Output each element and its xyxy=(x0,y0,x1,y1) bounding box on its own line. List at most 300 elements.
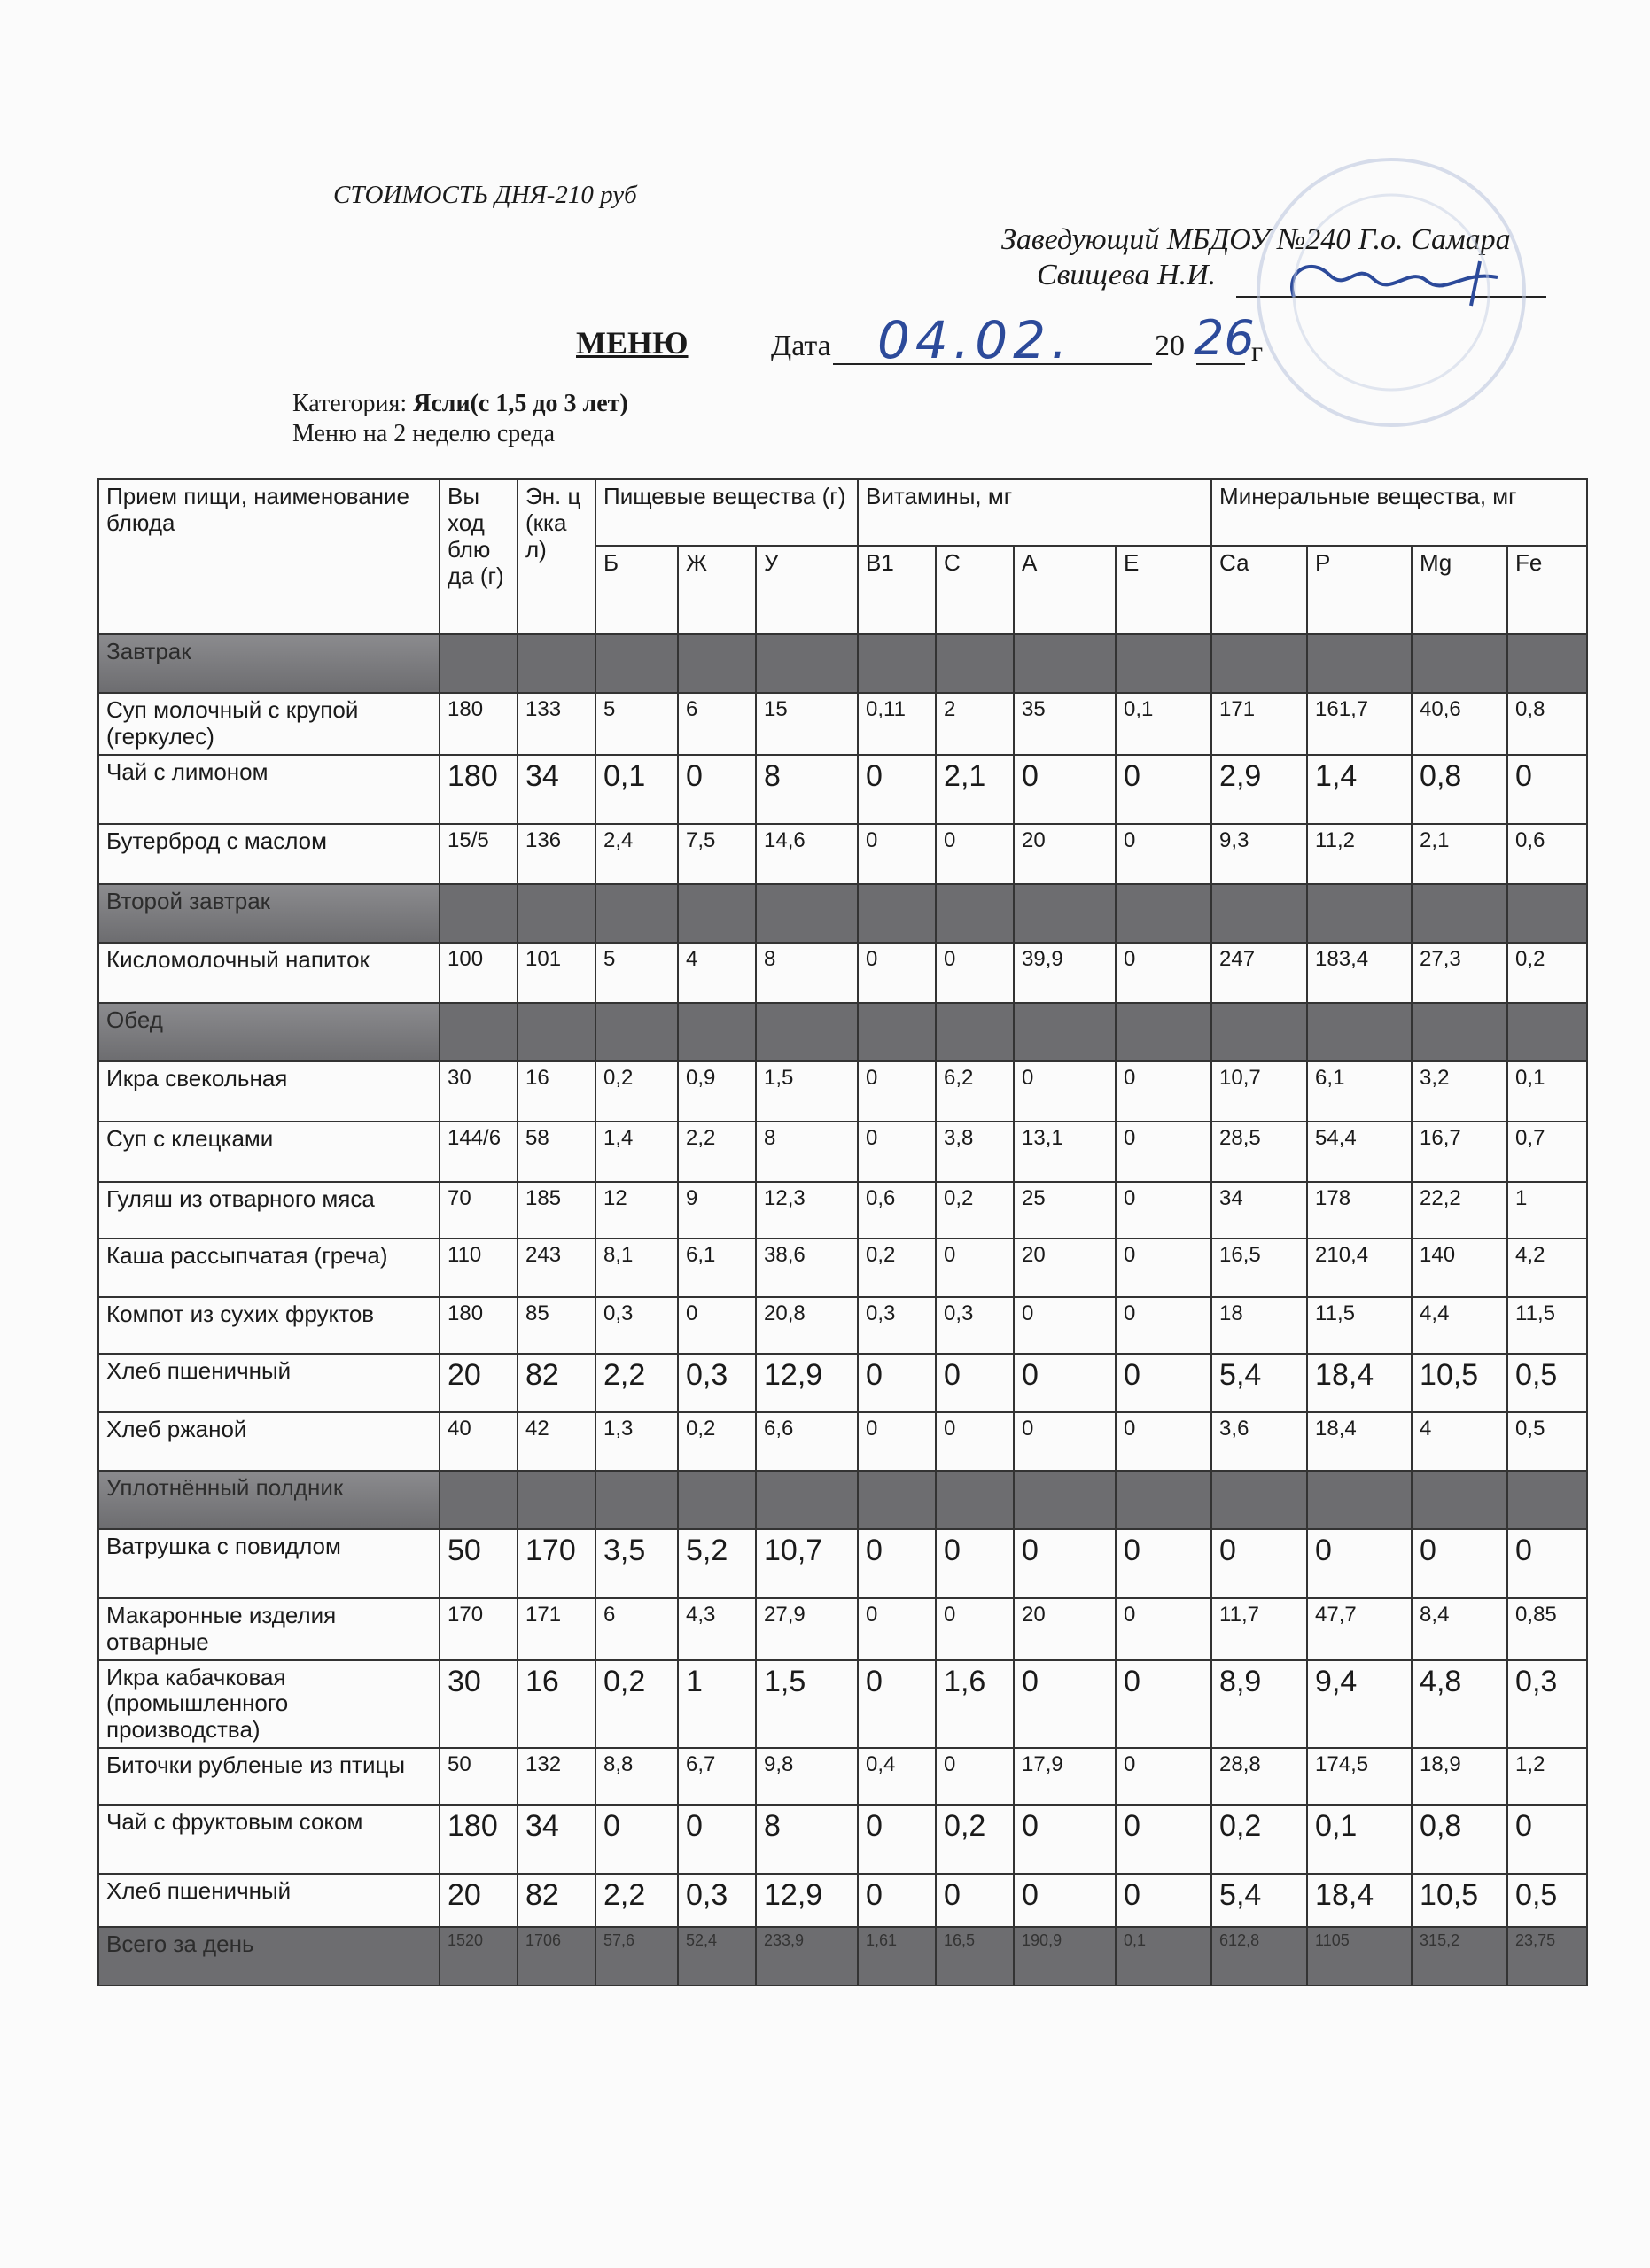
total-cell: 612,8 xyxy=(1211,1927,1307,1985)
total-cell: 16,5 xyxy=(936,1927,1014,1985)
table-cell: 15 xyxy=(756,693,858,755)
table-cell: 2,2 xyxy=(595,1874,678,1927)
table-cell: 3,6 xyxy=(1211,1412,1307,1471)
day-cost: СТОИМОСТЬ ДНЯ-210 руб xyxy=(333,181,637,209)
table-cell: 20,8 xyxy=(756,1297,858,1354)
table-cell: 180 xyxy=(440,1297,518,1354)
table-cell: 3,2 xyxy=(1412,1061,1507,1122)
table-cell: 0,1 xyxy=(1116,693,1211,755)
table-cell: 8,4 xyxy=(1412,1598,1507,1660)
section-cell xyxy=(936,884,1014,943)
table-cell: 30 xyxy=(440,1660,518,1749)
section-cell xyxy=(518,884,595,943)
table-cell: 20 xyxy=(1014,1239,1116,1297)
table-row xyxy=(98,1354,1587,1412)
total-cell: 23,75 xyxy=(1507,1927,1587,1985)
section-cell xyxy=(1014,884,1116,943)
col-minerals: Минеральные вещества, мг xyxy=(1211,479,1587,546)
table-cell: 0 xyxy=(936,1598,1014,1660)
table-cell: 2 xyxy=(936,693,1014,755)
section-cell xyxy=(1014,634,1116,693)
section-cell xyxy=(595,884,678,943)
table-cell: 0,7 xyxy=(1507,1122,1587,1182)
table-cell: 0 xyxy=(1014,1529,1116,1598)
table-cell: 12 xyxy=(595,1182,678,1239)
section-cell xyxy=(936,1003,1014,1061)
table-cell: 0,1 xyxy=(1507,1061,1587,1122)
col-fat: Ж xyxy=(678,546,756,634)
table-row xyxy=(98,1182,1587,1239)
table-cell: 0 xyxy=(1116,1297,1211,1354)
table-cell: 0,2 xyxy=(595,1061,678,1122)
total-cell: 190,9 xyxy=(1014,1927,1116,1985)
table-cell: 27,3 xyxy=(1412,943,1507,1003)
table-cell: 0 xyxy=(1014,1805,1116,1874)
table-cell: 171 xyxy=(518,1598,595,1660)
table-cell: 1 xyxy=(678,1660,756,1749)
table-cell: 11,2 xyxy=(1307,824,1412,884)
total-cell: 315,2 xyxy=(1412,1927,1507,1985)
table-cell: 0 xyxy=(1211,1529,1307,1598)
table-cell: 6 xyxy=(678,693,756,755)
table-cell: 12,9 xyxy=(756,1354,858,1412)
dish-name: Чай с лимоном xyxy=(98,755,440,824)
section-row xyxy=(98,884,1587,943)
table-cell: 11,5 xyxy=(1507,1297,1587,1354)
dish-name: Ватрушка с повидлом xyxy=(98,1529,440,1598)
section-cell xyxy=(1211,634,1307,693)
table-cell: 10,7 xyxy=(1211,1061,1307,1122)
category-value: Ясли(с 1,5 до 3 лет) xyxy=(413,390,628,417)
table-cell: 0 xyxy=(858,1598,936,1660)
table-cell: 9,4 xyxy=(1307,1660,1412,1749)
table-cell: 18,4 xyxy=(1307,1874,1412,1927)
section-cell xyxy=(1116,884,1211,943)
table-cell: 1,6 xyxy=(936,1660,1014,1749)
table-cell: 9 xyxy=(678,1182,756,1239)
table-cell: 34 xyxy=(518,755,595,824)
section-cell xyxy=(440,1471,518,1529)
table-cell: 5,4 xyxy=(1211,1354,1307,1412)
table-row xyxy=(98,1748,1587,1805)
section-title: Обед xyxy=(98,1003,440,1061)
section-cell xyxy=(756,1471,858,1529)
col-e: Е xyxy=(1116,546,1211,634)
date-label: Дата xyxy=(771,330,831,362)
section-cell xyxy=(1412,884,1507,943)
table-cell: 0 xyxy=(1116,1354,1211,1412)
table-cell: 27,9 xyxy=(756,1598,858,1660)
table-cell: 0,2 xyxy=(595,1660,678,1749)
table-cell: 10,7 xyxy=(756,1529,858,1598)
table-cell: 11,5 xyxy=(1307,1297,1412,1354)
dish-name: Хлеб пшеничный xyxy=(98,1354,440,1412)
dish-name: Гуляш из отварного мяса xyxy=(98,1182,440,1239)
table-cell: 12,9 xyxy=(756,1874,858,1927)
table-cell: 140 xyxy=(1412,1239,1507,1297)
table-cell: 2,1 xyxy=(936,755,1014,824)
table-cell: 0 xyxy=(1014,1874,1116,1927)
table-cell: 8 xyxy=(756,943,858,1003)
section-title: Второй завтрак xyxy=(98,884,440,943)
dish-name: Хлеб пшеничный xyxy=(98,1874,440,1927)
total-row xyxy=(98,1927,1587,1985)
table-cell: 0,3 xyxy=(678,1354,756,1412)
col-energy: Эн. ц (кка л) xyxy=(518,479,595,634)
table-cell: 0 xyxy=(1116,824,1211,884)
table-cell: 10,5 xyxy=(1412,1874,1507,1927)
table-cell: 20 xyxy=(440,1354,518,1412)
section-cell xyxy=(858,1003,936,1061)
table-cell: 8,1 xyxy=(595,1239,678,1297)
section-cell xyxy=(678,884,756,943)
table-cell: 0,1 xyxy=(595,755,678,824)
table-cell: 2,9 xyxy=(1211,755,1307,824)
table-row xyxy=(98,755,1587,824)
table-cell: 1,4 xyxy=(595,1122,678,1182)
table-cell: 0 xyxy=(1116,1182,1211,1239)
table-cell: 0,8 xyxy=(1412,1805,1507,1874)
table-cell: 50 xyxy=(440,1529,518,1598)
col-fe: Fe xyxy=(1507,546,1587,634)
table-cell: 0 xyxy=(1116,1748,1211,1805)
table-cell: 34 xyxy=(1211,1182,1307,1239)
table-cell: 5,2 xyxy=(678,1529,756,1598)
table-row xyxy=(98,943,1587,1003)
table-cell: 25 xyxy=(1014,1182,1116,1239)
table-cell: 0 xyxy=(936,1874,1014,1927)
table-cell: 110 xyxy=(440,1239,518,1297)
table-cell: 0 xyxy=(1116,1598,1211,1660)
director-title: Заведующий МБДОУ №240 Г.о. Самара xyxy=(1001,223,1511,256)
table-row xyxy=(98,1239,1587,1297)
table-cell: 4,3 xyxy=(678,1598,756,1660)
table-cell: 0,2 xyxy=(678,1412,756,1471)
section-cell xyxy=(678,634,756,693)
table-row xyxy=(98,1598,1587,1660)
table-cell: 6,7 xyxy=(678,1748,756,1805)
section-cell xyxy=(678,1003,756,1061)
table-cell: 0,5 xyxy=(1507,1412,1587,1471)
table-cell: 180 xyxy=(440,755,518,824)
table-cell: 0 xyxy=(1014,755,1116,824)
table-cell: 0 xyxy=(936,824,1014,884)
section-cell xyxy=(858,884,936,943)
table-cell: 0 xyxy=(1116,1660,1211,1749)
col-b1: В1 xyxy=(858,546,936,634)
section-title: Завтрак xyxy=(98,634,440,693)
table-cell: 0 xyxy=(858,1061,936,1122)
table-cell: 0 xyxy=(1116,1805,1211,1874)
dish-name: Бутерброд с маслом xyxy=(98,824,440,884)
table-cell: 0,3 xyxy=(678,1874,756,1927)
col-protein: Б xyxy=(595,546,678,634)
table-cell: 10,5 xyxy=(1412,1354,1507,1412)
table-cell: 0,1 xyxy=(1307,1805,1412,1874)
table-cell: 0 xyxy=(858,1660,936,1749)
table-cell: 2,2 xyxy=(595,1354,678,1412)
table-row xyxy=(98,1122,1587,1182)
table-row xyxy=(98,1660,1587,1749)
section-cell xyxy=(595,1003,678,1061)
table-cell: 16,5 xyxy=(1211,1239,1307,1297)
year-prefix: 20 xyxy=(1155,330,1185,362)
section-cell xyxy=(1307,1471,1412,1529)
section-row xyxy=(98,634,1587,693)
table-cell: 161,7 xyxy=(1307,693,1412,755)
section-cell xyxy=(1307,884,1412,943)
table-cell: 180 xyxy=(440,693,518,755)
table-cell: 9,3 xyxy=(1211,824,1307,884)
total-cell: 1520 xyxy=(440,1927,518,1985)
col-vitamins: Витамины, мг xyxy=(858,479,1211,546)
section-cell xyxy=(756,884,858,943)
col-carbs: У xyxy=(756,546,858,634)
table-cell: 40 xyxy=(440,1412,518,1471)
section-cell xyxy=(1412,1471,1507,1529)
table-cell: 1,5 xyxy=(756,1061,858,1122)
section-cell xyxy=(518,1003,595,1061)
section-cell xyxy=(1211,1003,1307,1061)
table-row xyxy=(98,1061,1587,1122)
section-cell xyxy=(595,1471,678,1529)
table-cell: 0 xyxy=(1116,1061,1211,1122)
table-cell: 0 xyxy=(858,1412,936,1471)
section-cell xyxy=(440,634,518,693)
total-cell: 52,4 xyxy=(678,1927,756,1985)
table-cell: 18 xyxy=(1211,1297,1307,1354)
table-cell: 82 xyxy=(518,1874,595,1927)
col-a: А xyxy=(1014,546,1116,634)
col-c: С xyxy=(936,546,1014,634)
table-cell: 0 xyxy=(595,1805,678,1874)
table-cell: 0,8 xyxy=(1507,693,1587,755)
year-suffix: г xyxy=(1251,335,1264,367)
table-cell: 0 xyxy=(1014,1297,1116,1354)
table-cell: 4 xyxy=(678,943,756,1003)
table-cell: 34 xyxy=(518,1805,595,1874)
table-cell: 170 xyxy=(440,1598,518,1660)
section-row xyxy=(98,1003,1587,1061)
col-p: Р xyxy=(1307,546,1412,634)
table-cell: 0 xyxy=(936,1529,1014,1598)
table-cell: 8 xyxy=(756,1805,858,1874)
table-cell: 0 xyxy=(1014,1412,1116,1471)
table-cell: 0 xyxy=(936,943,1014,1003)
total-label: Всего за день xyxy=(98,1927,440,1985)
section-cell xyxy=(1307,1003,1412,1061)
dish-name: Суп с клецками xyxy=(98,1122,440,1182)
table-cell: 4,2 xyxy=(1507,1239,1587,1297)
table-cell: 0 xyxy=(858,1122,936,1182)
table-cell: 3,5 xyxy=(595,1529,678,1598)
dish-name: Каша рассыпчатая (греча) xyxy=(98,1239,440,1297)
table-cell: 70 xyxy=(440,1182,518,1239)
section-cell xyxy=(1211,1471,1307,1529)
table-cell: 133 xyxy=(518,693,595,755)
table-cell: 40,6 xyxy=(1412,693,1507,755)
table-cell: 6,1 xyxy=(678,1239,756,1297)
category-label: Категория: xyxy=(292,390,408,417)
table-cell: 30 xyxy=(440,1061,518,1122)
table-cell: 7,5 xyxy=(678,824,756,884)
table-cell: 170 xyxy=(518,1529,595,1598)
col-mg: Mg xyxy=(1412,546,1507,634)
table-cell: 28,8 xyxy=(1211,1748,1307,1805)
table-cell: 82 xyxy=(518,1354,595,1412)
table-cell: 14,6 xyxy=(756,824,858,884)
handwritten-date: 04.02. xyxy=(877,310,1073,370)
table-cell: 1,4 xyxy=(1307,755,1412,824)
section-cell xyxy=(1412,1003,1507,1061)
table-cell: 54,4 xyxy=(1307,1122,1412,1182)
table-cell: 174,5 xyxy=(1307,1748,1412,1805)
table-cell: 0 xyxy=(936,1239,1014,1297)
total-cell: 1706 xyxy=(518,1927,595,1985)
table-cell: 0,3 xyxy=(858,1297,936,1354)
table-cell: 28,5 xyxy=(1211,1122,1307,1182)
table-cell: 47,7 xyxy=(1307,1598,1412,1660)
table-cell: 0,2 xyxy=(936,1182,1014,1239)
total-cell: 0,1 xyxy=(1116,1927,1211,1985)
table-cell: 0,11 xyxy=(858,693,936,755)
table-cell: 178 xyxy=(1307,1182,1412,1239)
table-cell: 8,9 xyxy=(1211,1660,1307,1749)
table-cell: 0 xyxy=(858,1529,936,1598)
table-cell: 0 xyxy=(1307,1529,1412,1598)
table-cell: 144/6 xyxy=(440,1122,518,1182)
table-row xyxy=(98,824,1587,884)
section-cell xyxy=(518,634,595,693)
section-cell xyxy=(1116,1471,1211,1529)
table-cell: 100 xyxy=(440,943,518,1003)
table-cell: 0 xyxy=(1116,755,1211,824)
table-cell: 0 xyxy=(1412,1529,1507,1598)
dish-name: Чай с фруктовым соком xyxy=(98,1805,440,1874)
table-cell: 0,3 xyxy=(936,1297,1014,1354)
table-cell: 18,9 xyxy=(1412,1748,1507,1805)
table-cell: 0 xyxy=(1116,1239,1211,1297)
table-cell: 11,7 xyxy=(1211,1598,1307,1660)
table-cell: 247 xyxy=(1211,943,1307,1003)
section-cell xyxy=(1211,884,1307,943)
table-cell: 5 xyxy=(595,943,678,1003)
table-cell: 18,4 xyxy=(1307,1354,1412,1412)
table-cell: 0 xyxy=(1116,1874,1211,1927)
table-cell: 42 xyxy=(518,1412,595,1471)
table-cell: 0 xyxy=(858,755,936,824)
table-cell: 50 xyxy=(440,1748,518,1805)
table-cell: 6 xyxy=(595,1598,678,1660)
table-cell: 0 xyxy=(1507,1805,1587,1874)
table-cell: 0,9 xyxy=(678,1061,756,1122)
table-cell: 8 xyxy=(756,1122,858,1182)
table-cell: 0,5 xyxy=(1507,1874,1587,1927)
menu-table-body xyxy=(98,634,1587,1985)
table-cell: 132 xyxy=(518,1748,595,1805)
dish-name: Макаронные изделия отварные xyxy=(98,1598,440,1660)
table-cell: 20 xyxy=(1014,824,1116,884)
table-cell: 0 xyxy=(1014,1354,1116,1412)
section-row xyxy=(98,1471,1587,1529)
table-cell: 243 xyxy=(518,1239,595,1297)
total-cell: 57,6 xyxy=(595,1927,678,1985)
table-cell: 101 xyxy=(518,943,595,1003)
section-cell xyxy=(1014,1471,1116,1529)
section-cell xyxy=(936,1471,1014,1529)
table-cell: 0 xyxy=(858,1874,936,1927)
table-cell: 0 xyxy=(858,943,936,1003)
table-cell: 0 xyxy=(1116,1529,1211,1598)
table-cell: 20 xyxy=(440,1874,518,1927)
table-cell: 6,6 xyxy=(756,1412,858,1471)
section-cell xyxy=(858,1471,936,1529)
section-cell xyxy=(1014,1003,1116,1061)
dish-name: Икра свекольная xyxy=(98,1061,440,1122)
table-cell: 2,2 xyxy=(678,1122,756,1182)
dish-name: Кисломолочный напиток xyxy=(98,943,440,1003)
table-cell: 0,85 xyxy=(1507,1598,1587,1660)
table-cell: 0,2 xyxy=(1507,943,1587,1003)
category xyxy=(292,390,628,418)
table-cell: 2,4 xyxy=(595,824,678,884)
table-row xyxy=(98,1805,1587,1874)
table-row xyxy=(98,1412,1587,1471)
table-cell: 9,8 xyxy=(756,1748,858,1805)
table-cell: 183,4 xyxy=(1307,943,1412,1003)
table-cell: 0 xyxy=(1507,1529,1587,1598)
director-name: Свищева Н.И. xyxy=(1037,259,1217,291)
col-nutrients: Пищевые вещества (г) xyxy=(595,479,858,546)
section-cell xyxy=(1507,634,1587,693)
table-cell: 12,3 xyxy=(756,1182,858,1239)
section-cell xyxy=(678,1471,756,1529)
table-cell: 0 xyxy=(936,1748,1014,1805)
table-cell: 6,2 xyxy=(936,1061,1014,1122)
table-cell: 1,2 xyxy=(1507,1748,1587,1805)
table-cell: 1,3 xyxy=(595,1412,678,1471)
table-cell: 0,2 xyxy=(1211,1805,1307,1874)
section-cell xyxy=(1116,1003,1211,1061)
menu-table xyxy=(97,478,1588,1986)
section-cell xyxy=(1307,634,1412,693)
dish-name: Икра кабачковая (промышленного производства) xyxy=(98,1660,440,1749)
section-cell xyxy=(440,884,518,943)
handwritten-year: 26 xyxy=(1194,310,1255,366)
section-title: Уплотнённый полдник xyxy=(98,1471,440,1529)
section-cell xyxy=(936,634,1014,693)
table-cell: 0,2 xyxy=(858,1239,936,1297)
col-yield: Вы ход блю да (г) xyxy=(440,479,518,634)
section-cell xyxy=(440,1003,518,1061)
table-cell: 8,8 xyxy=(595,1748,678,1805)
table-cell: 0 xyxy=(858,824,936,884)
table-cell: 0,4 xyxy=(858,1748,936,1805)
table-cell: 5 xyxy=(595,693,678,755)
table-cell: 20 xyxy=(1014,1598,1116,1660)
total-cell: 1105 xyxy=(1307,1927,1412,1985)
table-row xyxy=(98,1874,1587,1927)
table-cell: 0 xyxy=(1116,943,1211,1003)
week-label: Меню на 2 неделю среда xyxy=(292,420,556,447)
table-cell: 0 xyxy=(1116,1412,1211,1471)
table-cell: 1 xyxy=(1507,1182,1587,1239)
table-cell: 18,4 xyxy=(1307,1412,1412,1471)
table-cell: 0,5 xyxy=(1507,1354,1587,1412)
section-cell xyxy=(518,1471,595,1529)
table-cell: 0,3 xyxy=(595,1297,678,1354)
table-cell: 0 xyxy=(936,1412,1014,1471)
